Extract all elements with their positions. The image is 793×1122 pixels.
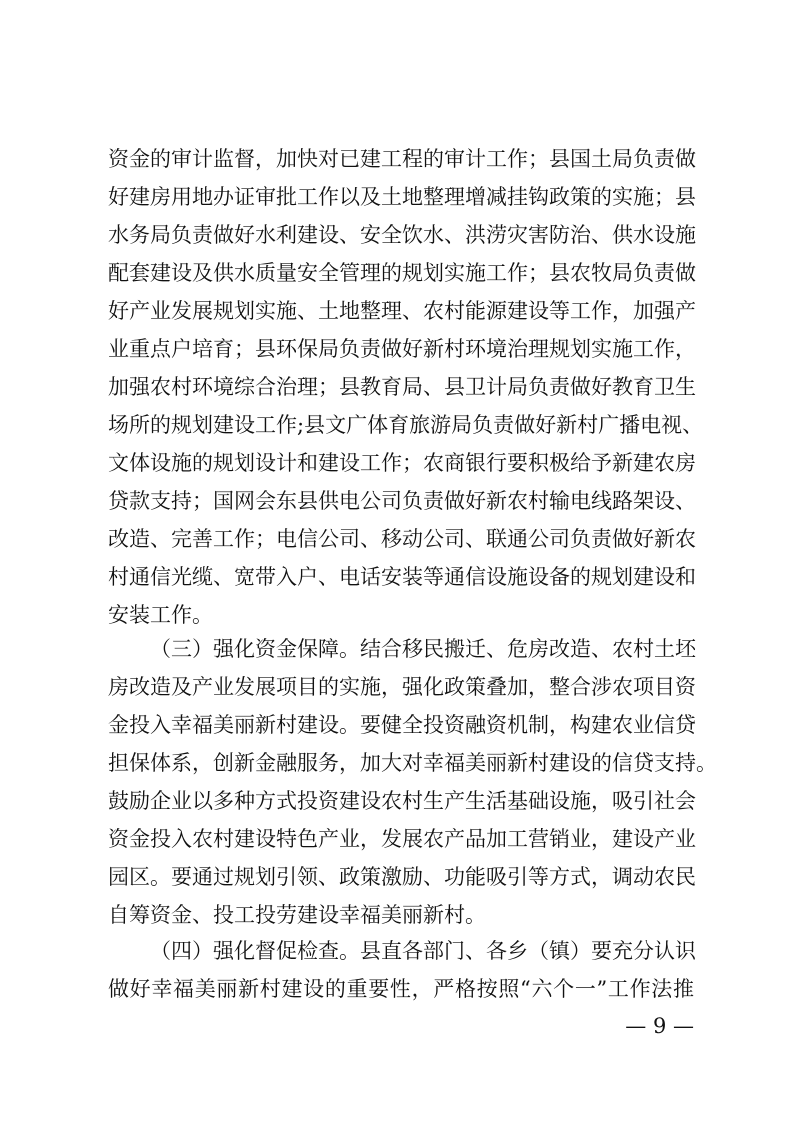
- section-heading-line: （三）强化资金保障。结合移民搬迁、危房改造、农村土坯: [150, 637, 696, 661]
- page-number: — 9 —: [625, 1014, 694, 1038]
- body-text-line: 资金的审计监督，加快对已建工程的审计工作；县国土局负责做: [108, 147, 696, 171]
- body-text-line: 村通信光缆、宽带入户、电话安装等通信设施设备的规划建设和: [108, 565, 696, 589]
- body-text-line: 自筹资金、投工投劳建设幸福美丽新村。: [108, 903, 486, 927]
- body-text-line: 配套建设及供水质量安全管理的规划实施工作；县农牧局负责做: [108, 261, 696, 285]
- body-text-line: 改造、完善工作；电信公司、移动公司、联通公司负责做好新农: [108, 527, 696, 551]
- body-text-line: 场所的规划建设工作;县文广体育旅游局负责做好新村广播电视、: [108, 413, 704, 437]
- body-text-line: 水务局负责做好水利建设、安全饮水、洪涝灾害防治、供水设施: [108, 223, 696, 247]
- body-text-line: 房改造及产业发展项目的实施，强化政策叠加，整合涉农项目资: [108, 675, 696, 699]
- body-text-line: 资金投入农村建设特色产业，发展农产品加工营销业，建设产业: [108, 827, 696, 851]
- body-text-line: 加强农村环境综合治理；县教育局、县卫计局负责做好教育卫生: [108, 375, 696, 399]
- body-text-line: 安装工作。: [108, 603, 213, 627]
- body-text-line: 贷款支持；国网会东县供电公司负责做好新农村输电线路架设、: [108, 489, 696, 513]
- body-text-line: 文体设施的规划设计和建设工作；农商银行要积极给予新建农房: [108, 451, 696, 475]
- body-text-line: 好建房用地办证审批工作以及土地整理增减挂钩政策的实施；县: [108, 185, 696, 209]
- body-text-line: 做好幸福美丽新村建设的重要性，严格按照“六个一”工作法推: [108, 977, 694, 1001]
- body-text-line: 业重点户培育；县环保局负责做好新村环境治理规划实施工作，: [108, 337, 696, 361]
- body-text-line: 担保体系，创新金融服务，加大对幸福美丽新村建设的信贷支持。: [108, 751, 717, 775]
- body-text-line: 园区。要通过规划引领、政策激励、功能吸引等方式，调动农民: [108, 865, 696, 889]
- body-text-line: 好产业发展规划实施、土地整理、农村能源建设等工作，加强产: [108, 299, 696, 323]
- body-text-line: 鼓励企业以多种方式投资建设农村生产生活基础设施，吸引社会: [108, 789, 696, 813]
- section-heading-line: （四）强化督促检查。县直各部门、各乡（镇）要充分认识: [150, 939, 696, 963]
- body-text-line: 金投入幸福美丽新村建设。要健全投资融资机制，构建农业信贷: [108, 713, 696, 737]
